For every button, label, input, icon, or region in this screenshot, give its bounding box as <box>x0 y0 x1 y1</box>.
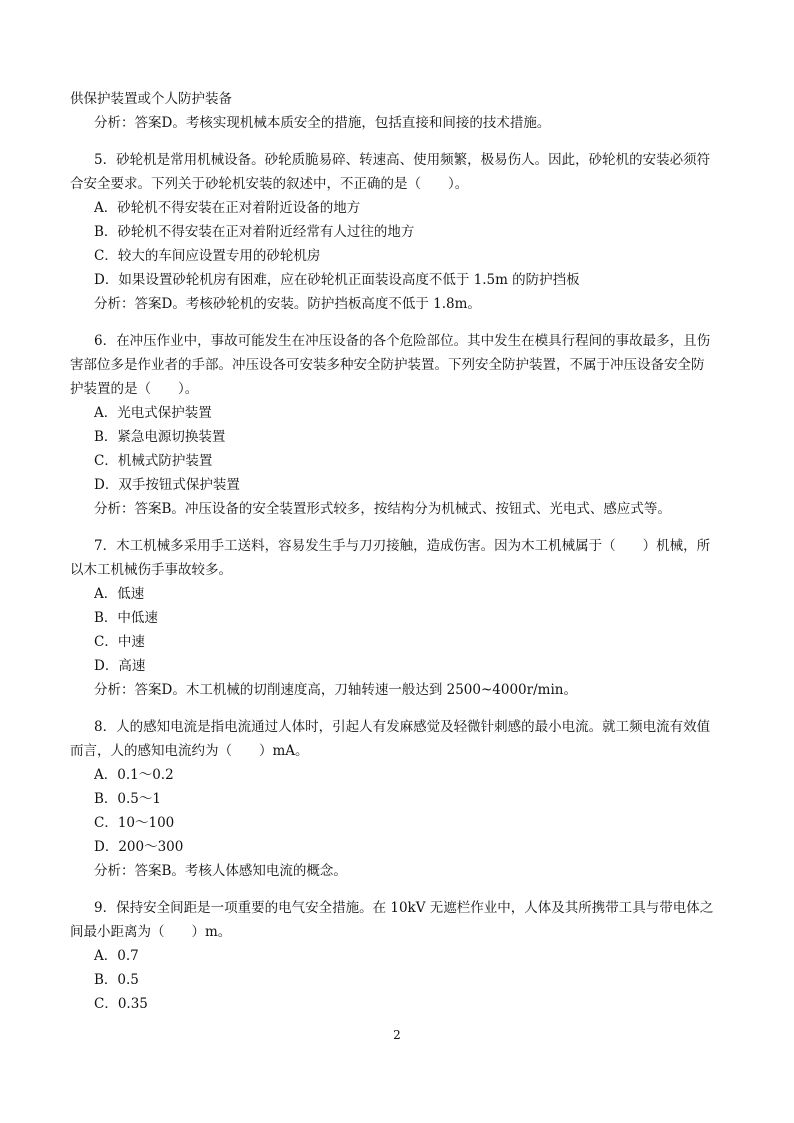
page-number: 2 <box>393 1028 401 1042</box>
q9-option-c: C．0.35 <box>94 996 148 1012</box>
q8-stem-line-2: 而言，人的感知电流约为（ ）mA。 <box>70 743 309 759</box>
intro-analysis: 分析：答案D。考核实现机械本质安全的措施，包括直接和间接的技术措施。 <box>94 115 551 131</box>
q6-stem-line-3: 护装置的是（ ）。 <box>70 381 199 397</box>
q5-option-a: A．砂轮机不得安装在正对着附近设备的地方 <box>94 200 361 216</box>
q5-option-b: B．砂轮机不得安装在正对着附近经常有人过往的地方 <box>94 224 415 240</box>
q5-stem-line-2: 合安全要求。下列关于砂轮机安装的叙述中，不正确的是（ ）。 <box>70 176 469 192</box>
q8-option-a: A．0.1～0.2 <box>94 767 174 783</box>
q7-option-a: A．低速 <box>94 586 145 602</box>
q7-option-d: D．高速 <box>94 658 146 674</box>
q6-stem-line-1: 6．在冲压作业中，事故可能发生在冲压设备的各个危险部位。其中发生在模具行程间的事故最多，且伤 <box>94 333 711 349</box>
q6-option-a: A．光电式保护装置 <box>94 405 212 421</box>
q5-analysis: 分析：答案D。考核砂轮机的安装。防护挡板高度不低于 1.8m。 <box>94 296 481 312</box>
q8-option-b: B．0.5～1 <box>94 791 161 807</box>
q6-analysis: 分析：答案B。冲压设备的安全装置形式较多，按结构分为机械式、按钮式、光电式、感应式等。 <box>94 501 671 517</box>
q8-option-d: D．200～300 <box>94 839 184 855</box>
q9-option-b: B．0.5 <box>94 972 139 988</box>
q9-stem-line-1: 9．保持安全间距是一项重要的电气安全措施。在 10kV 无遮栏作业中，人体及其所携带工具与带电体之 <box>94 900 714 916</box>
q5-option-c: C．较大的车间应设置专用的砂轮机房 <box>94 248 321 264</box>
q9-option-a: A．0.7 <box>94 948 139 964</box>
intro-line: 供保护装置或个人防护装备 <box>70 91 232 107</box>
q8-stem-line-1: 8．人的感知电流是指电流通过人体时，引起人有发麻感觉及轻微针刺感的最小电流。就工频电流有效值 <box>94 719 711 735</box>
q7-analysis: 分析：答案D。木工机械的切削速度高，刀轴转速一般达到 2500~4000r/min。 <box>94 682 577 698</box>
q6-option-d: D．双手按钮式保护装置 <box>94 477 240 493</box>
q6-option-b: B．紧急电源切换装置 <box>94 429 226 445</box>
q8-analysis: 分析：答案B。考核人体感知电流的概念。 <box>94 863 347 879</box>
q6-stem-line-2: 害部位多是作业者的手部。冲压设各可安装多种安全防护装置。下列安全防护装置，不属于冲压设备安全防 <box>70 357 705 373</box>
q7-stem-line-2: 以木工机械伤手事故较多。 <box>70 562 232 578</box>
q7-stem-line-1: 7．木工机械多采用手工送料，容易发生手与刀刃接触，造成伤害。因为木工机械属于（ ）机械，所 <box>94 538 711 554</box>
q5-stem-line-1: 5．砂轮机是常用机械设备。砂轮质脆易碎、转速高、使用频繁，极易伤人。因此，砂轮机的安装必须符 <box>94 152 711 168</box>
q6-option-c: C．机械式防护装置 <box>94 453 213 469</box>
q7-option-b: B．中低速 <box>94 610 158 626</box>
q7-option-c: C．中速 <box>94 634 145 650</box>
q8-option-c: C．10～100 <box>94 815 175 831</box>
q9-stem-line-2: 间最小距离为（ ）m。 <box>70 924 232 940</box>
q5-option-d: D．如果设置砂轮机房有困难，应在砂轮机正面装设高度不低于 1.5m 的防护挡板 <box>94 272 580 288</box>
